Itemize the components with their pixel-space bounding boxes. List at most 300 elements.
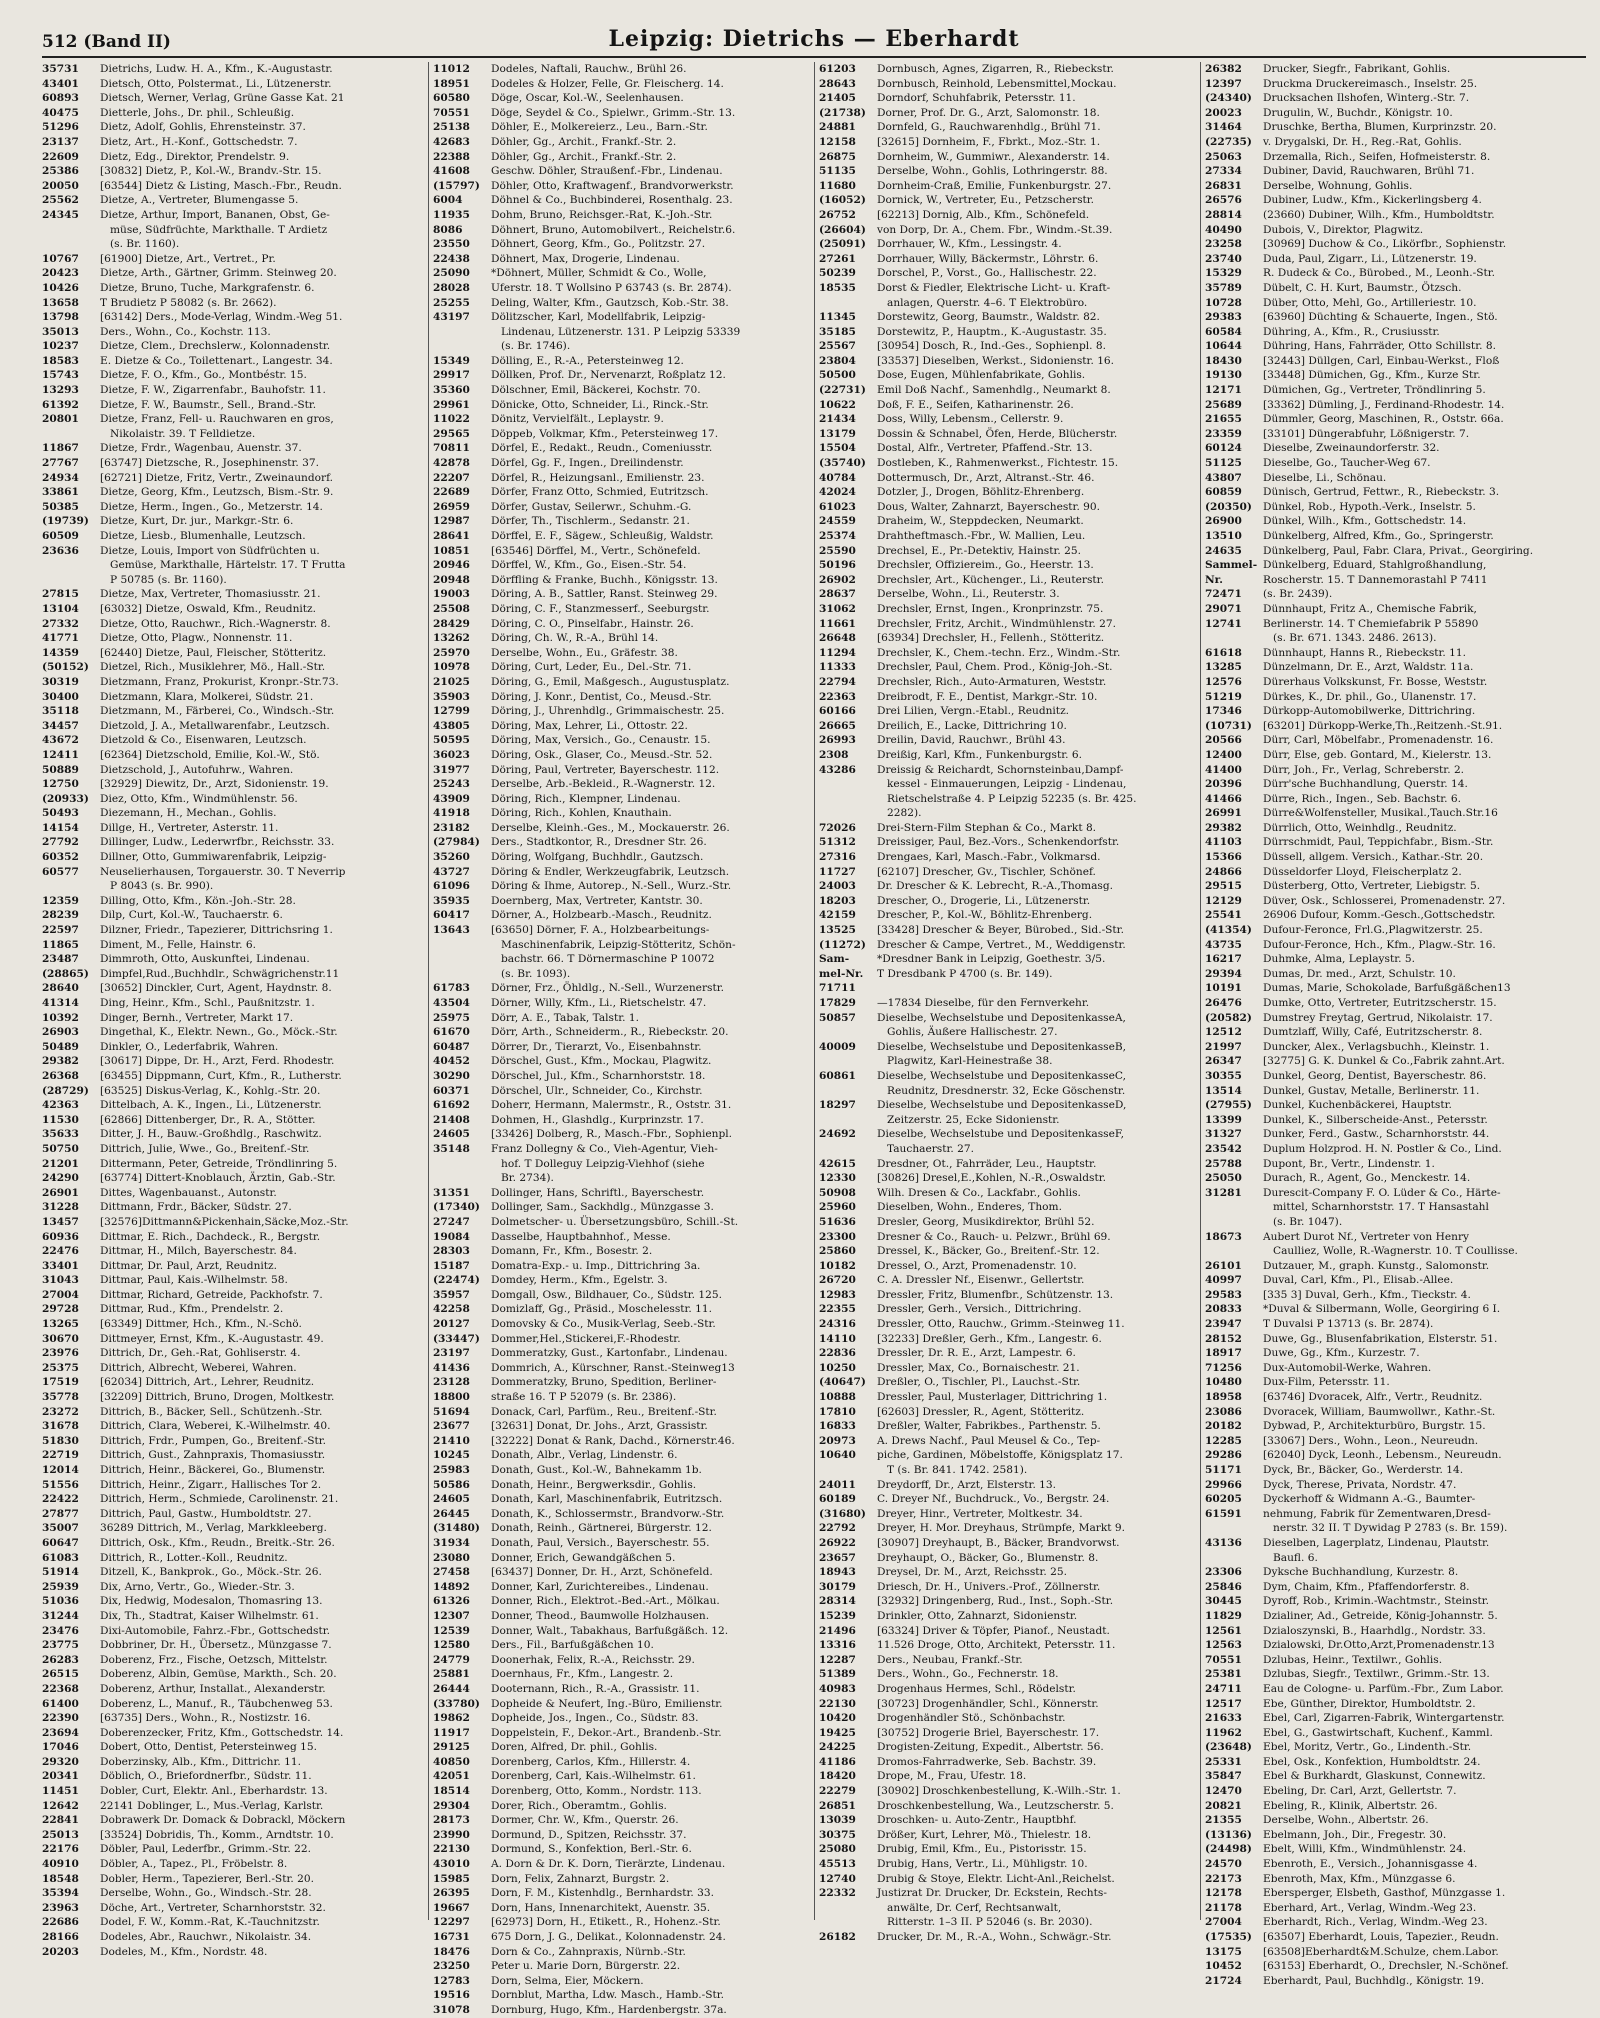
- phone-number: 13514: [1205, 1084, 1242, 1097]
- phone-number: 35360: [433, 384, 470, 397]
- directory-entry: [819, 865, 1196, 880]
- phone-number: 29966: [1205, 1478, 1242, 1491]
- phone-number: 18476: [433, 1945, 470, 1958]
- phone-number: 31464: [1205, 121, 1242, 134]
- entry-text: [63960] Düchting & Schauerte, Ingen., Stö.: [1263, 311, 1498, 324]
- directory-entry: [42, 1230, 424, 1245]
- directory-entry: [1205, 296, 1582, 311]
- entry-text: Doss, Willy, Lebensm., Cellerstr. 9.: [877, 413, 1064, 426]
- directory-entry: [42, 660, 424, 675]
- phone-number: 35185: [819, 325, 856, 338]
- directory-entry: [433, 1638, 810, 1653]
- directory-entry: [819, 1551, 1196, 1566]
- directory-entry: [1205, 1653, 1582, 1668]
- entry-text: Drogenhaus Hermes, Schl., Rödelstr.: [877, 1682, 1076, 1695]
- phone-number: 35007: [42, 1522, 79, 1535]
- phone-number: 27792: [42, 836, 79, 849]
- directory-entry: [1205, 733, 1582, 748]
- directory-entry: [433, 223, 810, 238]
- directory-entry: [1205, 1200, 1582, 1215]
- directory-entry: [42, 1478, 424, 1493]
- entry-text: Dillner, Otto, Gummiwarenfabrik, Leipzig-: [100, 851, 327, 864]
- entry-text: Dörffel, W., Kfm., Go., Eisen.-Str. 54.: [491, 559, 687, 572]
- entry-text: Dumas, Dr. med., Arzt, Schulstr. 10.: [1263, 967, 1456, 980]
- phone-number: 14110: [819, 1332, 856, 1345]
- phone-number: 35957: [433, 1288, 470, 1301]
- phone-number: 40910: [42, 1858, 79, 1871]
- entry-text: Zeitzerstr. 25, Ecke Sidonienstr.: [887, 1113, 1060, 1126]
- directory-entry: [1205, 1638, 1582, 1653]
- entry-text: Döring, Ch. W., R.-A., Brühl 14.: [491, 632, 659, 645]
- directory-entry: [42, 573, 424, 588]
- entry-text: Döhnert, Bruno, Automobilvert., Reichelstr.6.: [491, 223, 736, 236]
- directory-entry: [819, 1769, 1196, 1784]
- phone-number: 23128: [433, 1376, 470, 1389]
- entry-text: Dous, Walter, Zahnarzt, Bayerschestr. 90.: [877, 500, 1101, 513]
- entry-text: Doberenz, L., Manuf., R., Täubchenweg 53.: [100, 1697, 333, 1710]
- phone-number: 61392: [42, 398, 79, 411]
- phone-number: 21496: [819, 1624, 856, 1637]
- directory-entry: [42, 1507, 424, 1522]
- directory-entry: [819, 587, 1196, 602]
- entry-text: Ebel, Osk., Konfektion, Humboldtstr. 24.: [1263, 1755, 1481, 1768]
- entry-text: Dooternann, Rich., R.-A., Grassistr. 11.: [491, 1682, 700, 1695]
- entry-text: Drope, M., Frau, Ufestr. 18.: [877, 1770, 1027, 1783]
- phone-number: [1205, 1200, 1263, 1215]
- phone-number: 20973: [819, 1434, 856, 1447]
- entry-text: Drubig, Emil, Kfm., Eu., Pistorisstr. 15.: [877, 1843, 1087, 1856]
- entry-text: Dietze, Otto, Plagw., Nonnenstr. 11.: [100, 632, 293, 645]
- directory-entry: [433, 1054, 810, 1069]
- directory-entry: [433, 252, 810, 267]
- directory-entry: [1205, 1492, 1582, 1507]
- directory-entry: [42, 806, 424, 821]
- directory-entry: [42, 412, 424, 427]
- entry-text: Dornheim, W., Gummiwr., Alexanderstr. 14.: [877, 150, 1110, 163]
- phone-number: 13643: [433, 924, 470, 937]
- entry-text: Drengaes, Karl, Masch.-Fabr., Volkmarsd.: [877, 851, 1101, 864]
- phone-number: 22388: [433, 150, 470, 163]
- phone-number: 70551: [433, 106, 470, 119]
- entry-text: Dyck, Br., Bäcker, Go., Werderstr. 14.: [1263, 1464, 1464, 1476]
- entry-text: [63650] Dörner, F. A., Holzbearbeitungs-: [491, 924, 710, 937]
- phone-number: 35260: [433, 851, 470, 864]
- entry-text: Dürerhaus Volkskunst, Fr. Bosse, Weststr.: [1263, 675, 1488, 688]
- phone-number: 16833: [819, 1420, 856, 1433]
- directory-entry: [819, 835, 1196, 850]
- entry-text: Dieselbe, Go., Taucher-Weg 67.: [1263, 457, 1431, 470]
- phone-number: 30290: [433, 1069, 470, 1082]
- directory-entry: [1205, 179, 1582, 194]
- directory-entry: [42, 529, 424, 544]
- phone-number: 29394: [1205, 967, 1242, 980]
- phone-number: mel-Nr.: [819, 967, 864, 980]
- directory-entry: [433, 1711, 810, 1726]
- entry-text: Drogisten-Zeitung, Expedit., Albertstr. 56.: [877, 1741, 1104, 1754]
- directory-entry: [819, 558, 1196, 573]
- directory-entry: [1205, 1959, 1582, 1974]
- directory-entry: [819, 1492, 1196, 1507]
- directory-entry: [1205, 1142, 1582, 1157]
- entry-text: Gemüse, Markthalle, Härtelstr. 17. T Frutta: [110, 559, 346, 572]
- phone-number: 25374: [819, 530, 856, 542]
- directory-entry: [42, 1521, 424, 1536]
- entry-text: C. Dreyer Nf., Buchdruck., Vo., Bergstr. 24.: [877, 1493, 1110, 1506]
- phone-number: 40784: [819, 471, 856, 484]
- entry-text: Dietzmann, Klara, Molkerei, Südstr. 21.: [100, 690, 314, 703]
- directory-entry: [42, 1259, 424, 1274]
- directory-entry: [819, 77, 1196, 92]
- phone-number: 28173: [433, 1814, 470, 1827]
- entry-text: Dodeles, Abr., Rauchwr., Nikolaistr. 34.: [100, 1931, 312, 1943]
- phone-number: 31228: [42, 1201, 79, 1214]
- phone-number: [819, 1463, 877, 1478]
- phone-number: 26283: [42, 1653, 79, 1666]
- entry-text: Dressler, Dr. R. E., Arzt, Lampestr. 6.: [877, 1347, 1076, 1360]
- phone-number: (20350): [1205, 500, 1252, 513]
- entry-text: Dorenberg, Carl, Kais.-Wilhelmstr. 61.: [491, 1770, 696, 1783]
- directory-entry: [433, 879, 810, 894]
- entry-text: Dölling, E., R.-A., Petersteinweg 12.: [491, 354, 684, 367]
- directory-entry: [42, 354, 424, 369]
- entry-text: Dorenberg, Carlos, Kfm., Hillerstr. 4.: [491, 1755, 691, 1768]
- phone-number: 18943: [819, 1566, 856, 1579]
- directory-entry: [1205, 1054, 1582, 1069]
- phone-number: 10392: [42, 1011, 79, 1024]
- directory-entry: [433, 310, 810, 325]
- directory-entry: [433, 1288, 810, 1303]
- entry-text: [62866] Dittenberger, Dr., R. A., Stötter.: [100, 1113, 316, 1126]
- entry-text: Dormer, Chr. W., Kfm., Querstr. 26.: [491, 1814, 679, 1827]
- directory-entry: [42, 1244, 424, 1259]
- entry-text: Doren, Alfred, Dr. phil., Gohlis.: [491, 1741, 658, 1754]
- phone-number: 11294: [819, 646, 856, 659]
- directory-entry: [819, 325, 1196, 340]
- directory-entry: [1205, 354, 1582, 369]
- directory-entry: [42, 952, 424, 967]
- entry-text: Drinkler, Otto, Zahnarzt, Sidonienstr.: [877, 1609, 1078, 1622]
- phone-number: 26903: [42, 1026, 79, 1039]
- phone-number: 18420: [819, 1770, 856, 1783]
- directory-entry: [42, 1419, 424, 1434]
- directory-entry: [42, 777, 424, 792]
- directory-entry: [819, 1419, 1196, 1434]
- entry-text: Döche, Art., Vertreter, Scharnhorststr. 32.: [100, 1901, 326, 1914]
- directory-entry: [1205, 1215, 1582, 1230]
- entry-text: [32576]Dittmann&Pickenhain,Säcke,Moz.-Str.: [100, 1215, 349, 1228]
- directory-entry: [1205, 1609, 1582, 1624]
- entry-text: Dux-Film, Petersstr. 11.: [1263, 1376, 1390, 1389]
- directory-entry: [433, 1521, 810, 1536]
- entry-text: Caulliez, Wolle, R.-Wagnerstr. 10. T Coullisse.: [1273, 1245, 1518, 1258]
- phone-number: [433, 339, 491, 354]
- directory-entry: [433, 748, 810, 763]
- entry-text: Dumke, Otto, Vertreter, Eutritzscherstr. 15.: [1263, 997, 1497, 1009]
- directory-entry: [433, 1346, 810, 1361]
- entry-text: Döring, Max, Lehrer, Li., Ottostr. 22.: [491, 719, 688, 732]
- phone-number: 25080: [819, 1843, 856, 1856]
- phone-number: (20933): [42, 792, 89, 805]
- directory-entry: [42, 1127, 424, 1142]
- phone-number: 51914: [42, 1566, 79, 1579]
- directory-entry: [819, 763, 1196, 778]
- directory-entry: [819, 1317, 1196, 1332]
- entry-text: Ebel, Carl, Zigarren-Fabrik, Wintergartenstr.: [1263, 1712, 1505, 1725]
- entry-text: Dünnhaupt, Fritz A., Chemische Fabrik,: [1263, 602, 1477, 615]
- phone-number: 25541: [1205, 909, 1242, 922]
- directory-entry: [1205, 325, 1582, 340]
- entry-text: Döring, C. O., Pinselfabr., Hainstr. 26.: [491, 617, 694, 630]
- phone-number: 10622: [819, 398, 856, 411]
- entry-text: anlagen, Querstr. 4–6. T Elektrobüro.: [887, 296, 1088, 309]
- entry-text: Drubig, Hans, Vertr., Li., Mühligstr. 10.: [877, 1858, 1088, 1871]
- directory-entry: [819, 879, 1196, 894]
- entry-text: Dittmar, Richard, Getreide, Packhofstr. 7.: [100, 1288, 323, 1301]
- entry-text: Dasselbe, Hauptbahnhof., Messe.: [491, 1230, 671, 1243]
- directory-entry: [1205, 135, 1582, 150]
- entry-text: Wilh. Dresen & Co., Lackfabr., Gohlis.: [877, 1186, 1081, 1199]
- entry-text: Ebe, Günther, Direktor, Humboldtstr. 2.: [1263, 1697, 1476, 1710]
- phone-number: 11962: [1205, 1726, 1242, 1739]
- phone-number: 22422: [42, 1493, 79, 1506]
- directory-entry: [42, 237, 424, 252]
- phone-number: 27261: [819, 252, 856, 265]
- phone-number: 24881: [819, 121, 856, 134]
- entry-text: Eberhardt, Rich., Verlag, Windm.-Weg 23.: [1263, 1916, 1488, 1929]
- directory-entry: [433, 544, 810, 559]
- phone-number: [433, 967, 491, 982]
- entry-text: Lindenau, Lützenerstr. 131. P Leipzig 53339: [501, 325, 741, 338]
- phone-number: 60859: [1205, 486, 1242, 499]
- phone-number: 50857: [819, 1011, 856, 1024]
- phone-number: 42159: [819, 909, 856, 922]
- entry-text: Dressel, O., Arzt, Promenadenstr. 10.: [877, 1259, 1077, 1272]
- directory-entry: [819, 1054, 1196, 1069]
- entry-text: Drucksachen Ilshofen, Winterg.-Str. 7.: [1263, 92, 1470, 105]
- directory-entry: [819, 1842, 1196, 1857]
- entry-text: Dürkopp-Automobilwerke, Dittrichring.: [1263, 705, 1476, 718]
- entry-text: Duval, Carl, Kfm., Pl., Elisab.-Allee.: [1263, 1274, 1454, 1287]
- directory-entry: [819, 602, 1196, 617]
- entry-text: Diezemann, H., Mechan., Gohlis.: [100, 807, 277, 820]
- phone-number: 28429: [433, 617, 470, 630]
- phone-number: 42024: [819, 486, 856, 499]
- entry-text: Peter u. Marie Dorn, Bürgerstr. 22.: [491, 1960, 681, 1973]
- directory-entry: [819, 412, 1196, 427]
- phone-number: 21201: [42, 1157, 79, 1170]
- phone-number: [819, 1915, 877, 1930]
- directory-entry: [1205, 1594, 1582, 1609]
- directory-entry: [819, 1507, 1196, 1522]
- entry-text: Dinger, Bernh., Vertreter, Markt 17.: [100, 1011, 294, 1024]
- phone-number: 24779: [433, 1653, 470, 1666]
- phone-number: 26347: [1205, 1055, 1242, 1068]
- directory-entry: [433, 719, 810, 734]
- directory-entry: [1205, 777, 1582, 792]
- directory-entry: [1205, 1682, 1582, 1697]
- directory-entry: [42, 631, 424, 646]
- entry-text: Ebeling, R., Klinik, Albertstr. 26.: [1263, 1799, 1438, 1812]
- entry-text: Dörschel, Ulr., Schneider, Co., Kirchstr.: [491, 1084, 703, 1097]
- phone-number: 28640: [42, 982, 79, 995]
- phone-number: 22390: [42, 1712, 79, 1725]
- directory-entry: [433, 1084, 810, 1099]
- entry-text: Dieselbe, Wechselstube und DepositenkasseA,: [877, 1011, 1126, 1024]
- entry-text: [63508]Eberhardt&M.Schulze, chem.Labor.: [1263, 1945, 1499, 1958]
- phone-number: 24316: [819, 1318, 856, 1331]
- entry-text: Draheim, W., Steppdecken, Neumarkt.: [877, 515, 1084, 528]
- entry-text: [63774] Dittert-Knoblauch, Ärztin, Gab.-Str.: [100, 1172, 336, 1185]
- entry-text: Domdey, Herm., Kfm., Egelstr. 3.: [491, 1274, 668, 1287]
- directory-entry: [819, 1624, 1196, 1639]
- phone-number: 41400: [1205, 763, 1242, 776]
- directory-entry: [433, 1872, 810, 1887]
- directory-entry: [42, 471, 424, 486]
- directory-entry: [819, 1346, 1196, 1361]
- directory-entry: [1205, 1405, 1582, 1420]
- directory-entry: [1205, 164, 1582, 179]
- entry-text: Ritterstr. 1–3 II. P 52046 (s. Br. 2030).: [887, 1916, 1093, 1929]
- directory-entry: [1205, 1332, 1582, 1347]
- entry-text: Donath, Heinr., Bergwerksdir., Gohlis.: [491, 1478, 697, 1491]
- entry-text: Dorn, Selma, Eier, Möckern.: [491, 1974, 644, 1987]
- entry-text: Dietzmann, M., Färberei, Co., Windsch.-Str.: [100, 705, 335, 718]
- entry-text: A. Dorn & Dr. K. Dorn, Tierärzte, Lindenau.: [491, 1858, 726, 1871]
- entry-text: Dümmler, Georg, Maschinen, R., Oststr. 66a.: [1263, 413, 1504, 426]
- directory-entry: [42, 646, 424, 661]
- entry-text: Dreydorff, Dr., Arzt, Elsterstr. 13.: [877, 1478, 1057, 1491]
- phone-number: 10182: [819, 1259, 856, 1272]
- phone-number: 2308: [819, 748, 849, 761]
- phone-number: 23657: [819, 1551, 856, 1564]
- entry-text: Dünkelberg, Alfred, Kfm., Go., Springerstr.: [1263, 530, 1494, 542]
- entry-text: 36289 Dittrich, M., Verlag, Markkleeberg.: [100, 1522, 327, 1535]
- entry-text: Dieselbe, Wechselstube und DepositenkasseB,: [877, 1040, 1127, 1053]
- directory-entry: [42, 719, 424, 734]
- directory-entry: [819, 1011, 1196, 1026]
- phone-number: 12576: [1205, 675, 1242, 688]
- entry-text: Döbler, Paul, Lederfbr., Grimm.-Str. 22.: [100, 1843, 311, 1856]
- phone-number: 72026: [819, 821, 856, 834]
- directory-entry: [1205, 62, 1582, 77]
- directory-entry: [1205, 1390, 1582, 1405]
- phone-number: 18430: [1205, 354, 1242, 367]
- directory-entry: [819, 354, 1196, 369]
- directory-entry: [433, 1857, 810, 1872]
- entry-text: [63746] Dvoracek, Alfr., Vertr., Reudnitz.: [1263, 1391, 1483, 1404]
- directory-entry: [433, 1040, 810, 1055]
- phone-number: 50889: [42, 763, 79, 776]
- phone-number: (22735): [1205, 135, 1252, 148]
- phone-number: 25846: [1205, 1580, 1242, 1593]
- directory-entry: [819, 1857, 1196, 1872]
- entry-text: Döring, Wolfgang, Buchhdlr., Gautzsch.: [491, 851, 704, 864]
- directory-entry: [1205, 1084, 1582, 1099]
- directory-entry: [42, 281, 424, 296]
- directory-entry: [42, 1448, 424, 1463]
- directory-entry: [433, 2003, 810, 2018]
- directory-entry: [42, 1346, 424, 1361]
- phone-number: [819, 1142, 877, 1157]
- phone-number: 12470: [1205, 1785, 1242, 1798]
- directory-entry: [42, 967, 424, 982]
- phone-number: [819, 1113, 877, 1128]
- entry-text: Dorstewitz, P., Hauptm., K.-Augustastr. 35.: [877, 325, 1107, 338]
- directory-entry: [1205, 1259, 1582, 1274]
- phone-number: 26445: [433, 1507, 470, 1520]
- directory-entry: [1205, 617, 1582, 632]
- entry-text: v. Drygalski, Dr. H., Reg.-Rat, Gohlis.: [1263, 135, 1462, 148]
- entry-text: Dorenberg, Otto, Komm., Nordstr. 113.: [491, 1785, 702, 1798]
- directory-entry: [433, 1565, 810, 1580]
- entry-text: Dörr, A. E., Tabak, Talstr. 1.: [491, 1011, 639, 1024]
- entry-text: Derselbe, Wohnung, Gohlis.: [1263, 179, 1413, 192]
- entry-text: bachstr. 66. T Dörnermaschine P 10072: [501, 953, 715, 966]
- phone-number: 41466: [1205, 792, 1242, 805]
- phone-number: 60861: [819, 1069, 856, 1082]
- entry-text: Dodeles, Naftali, Rauchw., Brühl 26.: [491, 63, 687, 75]
- phone-number: 43672: [42, 734, 79, 747]
- entry-text: Dörfel, Gg. F., Ingen., Dreilindenstr.: [491, 457, 684, 470]
- directory-entry: [42, 500, 424, 515]
- phone-number: 22792: [819, 1522, 856, 1535]
- directory-entry: [1205, 1040, 1582, 1055]
- entry-text: Dose, Eugen, Mühlenfabrikate, Gohlis.: [877, 369, 1086, 382]
- directory-entry: [433, 660, 810, 675]
- entry-text: Baufl. 6.: [1273, 1551, 1318, 1564]
- entry-text: Duwe, Gg., Kfm., Kurzestr. 7.: [1263, 1347, 1420, 1360]
- directory-entry: [1205, 1901, 1582, 1916]
- directory-entry: [42, 894, 424, 909]
- entry-text: Dietz, Adolf, Gohlis, Ehrensteinstr. 37.: [100, 121, 306, 134]
- phone-number: 20396: [1205, 778, 1242, 791]
- entry-text: Dunker, Ferd., Gastw., Scharnhorststr. 44.: [1263, 1128, 1490, 1141]
- entry-text: Duplum Holzprod. H. N. Postler & Co., Lind.: [1263, 1142, 1502, 1155]
- directory-entry: [1205, 1375, 1582, 1390]
- directory-entry: [1205, 456, 1582, 471]
- phone-number: 24635: [1205, 544, 1242, 557]
- phone-number: 43805: [433, 719, 470, 732]
- phone-number: 13039: [819, 1814, 856, 1827]
- entry-text: Derselbe, Wohn., Li., Reuterstr. 3.: [877, 588, 1060, 601]
- entry-text: Donath, Paul, Versich., Bayerschestr. 55.: [491, 1536, 710, 1549]
- entry-text: [30907] Dreyhaupt, B., Bäcker, Brandvorwst.: [877, 1536, 1120, 1549]
- entry-text: Dörrer, Dr., Tierarzt, Vo., Eisenbahnstr.: [491, 1040, 702, 1053]
- entry-text: Donath, Karl, Maschinenfabrik, Eutritzsch.: [491, 1493, 723, 1506]
- entry-text: Franz Dollegny & Co., Vieh-Agentur, Vieh-: [491, 1142, 718, 1155]
- entry-text: Drescher & Campe, Vertret., M., Weddigenstr.: [877, 938, 1126, 951]
- entry-text: Dreysel, Dr. M., Arzt, Reichsstr. 25.: [877, 1566, 1068, 1579]
- entry-text: Dürkes, K., Dr. phil., Go., Ulanenstr. 17.: [1263, 690, 1477, 703]
- phone-number: 24605: [433, 1493, 470, 1506]
- entry-text: Dr. Drescher & K. Lebrecht, R.-A.,Thomasg.: [877, 880, 1113, 893]
- entry-text: Döring, Rich., Kohlen, Knauthain.: [491, 807, 672, 820]
- entry-text: Dix, Arno, Vertr., Go., Wieder.-Str. 3.: [100, 1580, 295, 1593]
- entry-text: [63201] Dürkopp-Werke,Th.,Reitzenh.-St.91.: [1263, 719, 1503, 732]
- directory-entry: [433, 514, 810, 529]
- directory-column-3: [814, 62, 1200, 1943]
- directory-entry: [42, 310, 424, 325]
- entry-text: Dittrich, Julie, Wwe., Go., Breitenf.-Str.: [100, 1142, 310, 1155]
- phone-number: 43286: [819, 763, 856, 776]
- entry-text: Dorrhauer, Willy, Bäckermstr., Löhrstr. 6.: [877, 252, 1099, 265]
- entry-text: Dumstrey Freytag, Gertrud, Nikolaistr. 17.: [1263, 1011, 1493, 1024]
- entry-text: Dorstewitz, Georg, Baumstr., Waldstr. 82.: [877, 311, 1100, 324]
- directory-entry: [433, 967, 810, 982]
- directory-entry: [433, 1200, 810, 1215]
- directory-entry: [433, 1025, 810, 1040]
- directory-entry: [433, 1434, 810, 1449]
